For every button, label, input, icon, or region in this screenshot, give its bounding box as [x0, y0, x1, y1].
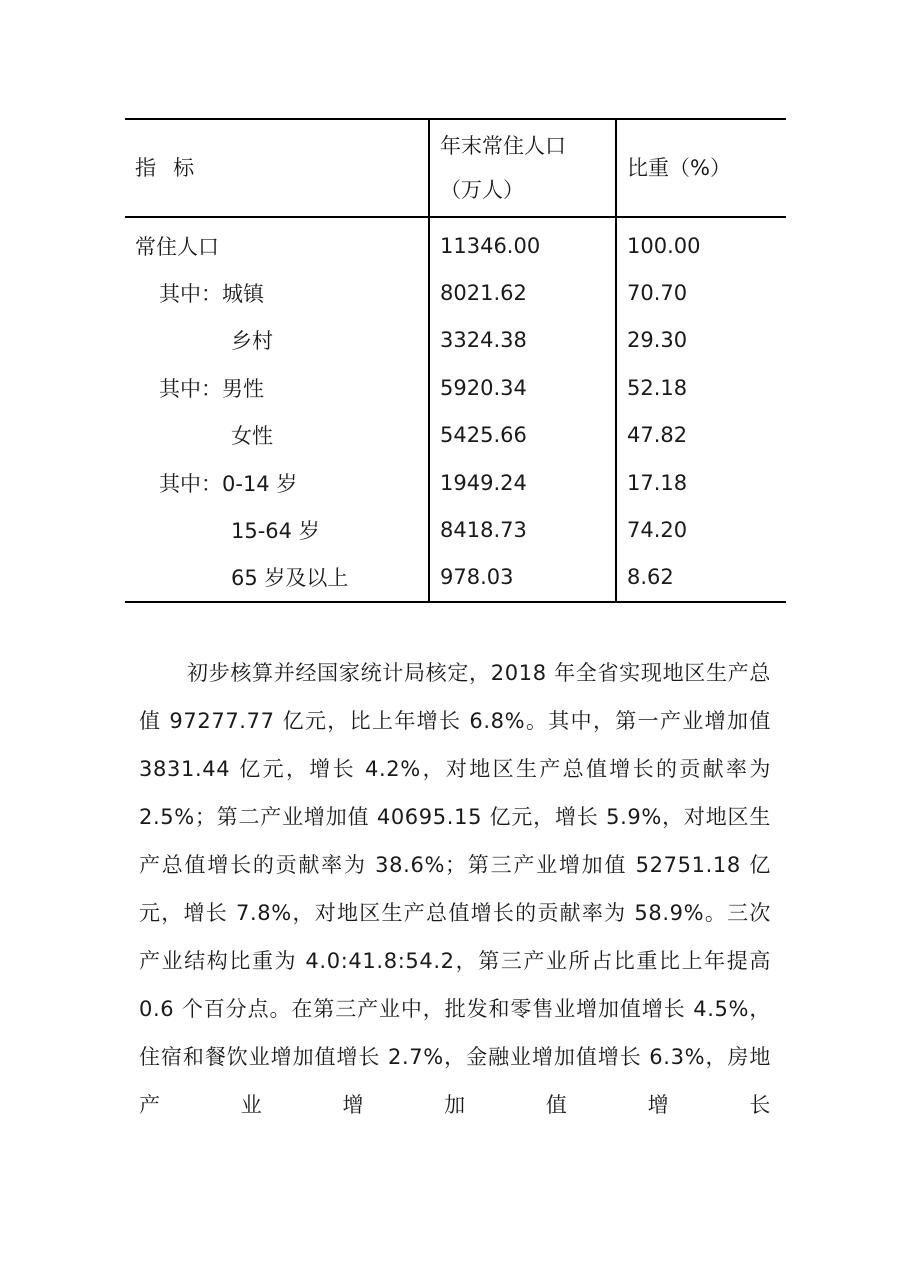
row-share: 47.82	[616, 412, 786, 459]
row-share: 29.30	[616, 317, 786, 364]
table-row	[125, 217, 786, 269]
row-value: 11346.00	[429, 217, 616, 269]
table-row	[125, 554, 786, 602]
row-value: 8021.62	[429, 269, 616, 316]
population-table	[125, 118, 786, 603]
table-row	[125, 412, 786, 459]
row-share: 8.62	[616, 554, 786, 602]
header-population	[429, 119, 616, 217]
table-row	[125, 459, 786, 506]
table-header-row	[125, 119, 786, 217]
header-population-line2: （万人）	[440, 178, 524, 202]
header-population-line1: 年末常住人口	[440, 134, 566, 158]
row-label: 15-64 岁	[231, 519, 320, 544]
row-label: 其中：城镇	[159, 282, 264, 307]
row-share: 17.18	[616, 459, 786, 506]
row-label: 其中：0-14 岁	[159, 471, 298, 496]
table-row	[125, 317, 786, 364]
row-value: 8418.73	[429, 506, 616, 553]
row-label: 乡村	[231, 329, 273, 354]
row-value: 3324.38	[429, 317, 616, 364]
row-value: 5425.66	[429, 412, 616, 459]
row-share: 74.20	[616, 506, 786, 553]
header-indicator: 指 标	[125, 119, 429, 217]
row-label: 其中：男性	[159, 376, 264, 401]
row-share: 52.18	[616, 364, 786, 411]
header-share: 比重（%）	[616, 119, 786, 217]
gdp-paragraph: 初步核算并经国家统计局核定，2018 年全省实现地区生产总值 97277.77 亿元，比上年增长 6.8%。其中，第一产业增加值 3831.44 亿元，增长 4.2%，对地区生产总值增长的贡献率为 2.5%；第二产业增加值 40695.15 亿元，增长 5.9%，对地区生产总值增长的贡献率为 38.6%；第三产业增加值 52751.18 亿元，增长 7.8%，对地区生产总值增长的贡献率为 58.9%。三次产业结构比重为 4.0:41.8:54.2，第三产业所占比重比上年提高 0.6 个百分点。在第三产业中，批发和零售业增加值增长 4.5%，住宿和餐饮业增加值增长 2.7%，金融业增加值增长 6.3%，房地产业增加值增长	[139, 661, 771, 1117]
table-row	[125, 506, 786, 553]
row-label: 常住人口	[135, 234, 219, 259]
row-value: 1949.24	[429, 459, 616, 506]
row-share: 70.70	[616, 269, 786, 316]
table-row	[125, 364, 786, 411]
row-label: 女性	[231, 424, 273, 449]
row-share: 100.00	[616, 217, 786, 269]
table-row	[125, 269, 786, 316]
row-label: 65 岁及以上	[125, 554, 429, 602]
row-value: 5920.34	[429, 364, 616, 411]
row-value: 978.03	[429, 554, 616, 602]
